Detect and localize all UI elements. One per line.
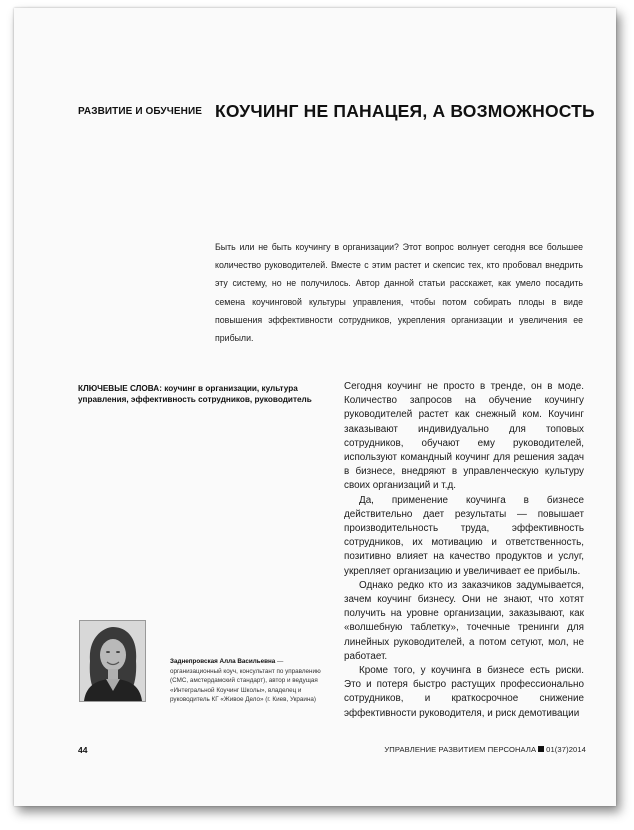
keywords-text: коучинг в организации, культура управления, эффективность сотрудников, руководитель bbox=[78, 384, 312, 404]
author-portrait-image bbox=[80, 621, 145, 701]
section-label: РАЗВИТИЕ И ОБУЧЕНИЕ bbox=[78, 106, 203, 117]
body-paragraph: Да, применение коучинга в бизнесе действительно дает результаты — повышает производительность труда, эффективность сотрудников, их мотивацию и ответственность, позитивно влияет на качество продуктов и услуг, укрепляет организацию и увеличивает ее прибыль. bbox=[344, 494, 584, 577]
body-paragraph: Кроме того, у коучинга в бизнесе есть риски. Это и потеря быстро растущих профессионально сотрудников, и краткосрочное снижение эффективности руководителя, и риск демотивации bbox=[344, 665, 584, 719]
body-paragraph: Однако редко кто из заказчиков задумывается, зачем коучинг бизнесу. Они не знают, что хотят получить на уровне организации, заказывают, как «волшебную таблетку», точечные тренинги для линейных руководителей, а потом сетуют, мол, не работает. bbox=[344, 579, 584, 662]
journal-name: УПРАВЛЕНИЕ РАЗВИТИЕМ ПЕРСОНАЛА bbox=[384, 745, 537, 754]
author-bio: — организационный коуч, консультант по управлению (CMC, амстердамский стандарт), автор и ведущая «Интегральной Коучинг Школы», владелец и руководитель КГ «Живое Дело» (г. Киев, Украина) bbox=[170, 658, 321, 704]
journal-issue: 01(37)2014 bbox=[546, 745, 586, 754]
article-title: КОУЧИНГ НЕ ПАНАЦЕЯ, А ВОЗМОЖНОСТЬ bbox=[215, 101, 595, 121]
page-number: 44 bbox=[78, 745, 88, 755]
journal-footer bbox=[384, 745, 586, 754]
body-paragraph: Сегодня коучинг не просто в тренде, он в моде. Количество запросов на обучение коучингу руководителей растет как снежный ком. Коучинг заказывают индивидуально для топовых сотрудников, обучают ему руководителей, используют командный коучинг для решения задач в бизнесе, внедряют в управленческую культуру своих организаций и т.д. bbox=[344, 381, 584, 492]
article-lead: Быть или не быть коучингу в организации? Этот вопрос волнует сегодня все большее количество руководителей. Вместе с этим растет и скепсис тех, кто пробовал внедрить эту систему, но не получилось. Автор данной статьи расскажет, как умело посадить семена коучинговой культуры управления, чтобы потом собирать плоды в виде повышения эффективности сотрудников, укрепления организации и увеличения ее прибыли. bbox=[215, 242, 583, 344]
magazine-page bbox=[14, 8, 616, 806]
keywords-label: КЛЮЧЕВЫЕ СЛОВА: bbox=[78, 384, 162, 393]
keywords-block bbox=[78, 383, 332, 405]
author-name: Заднепровская Алла Васильевна bbox=[170, 658, 276, 665]
square-separator-icon bbox=[538, 746, 544, 752]
author-caption bbox=[170, 657, 336, 705]
article-body bbox=[344, 380, 584, 721]
author-photo bbox=[79, 620, 146, 702]
